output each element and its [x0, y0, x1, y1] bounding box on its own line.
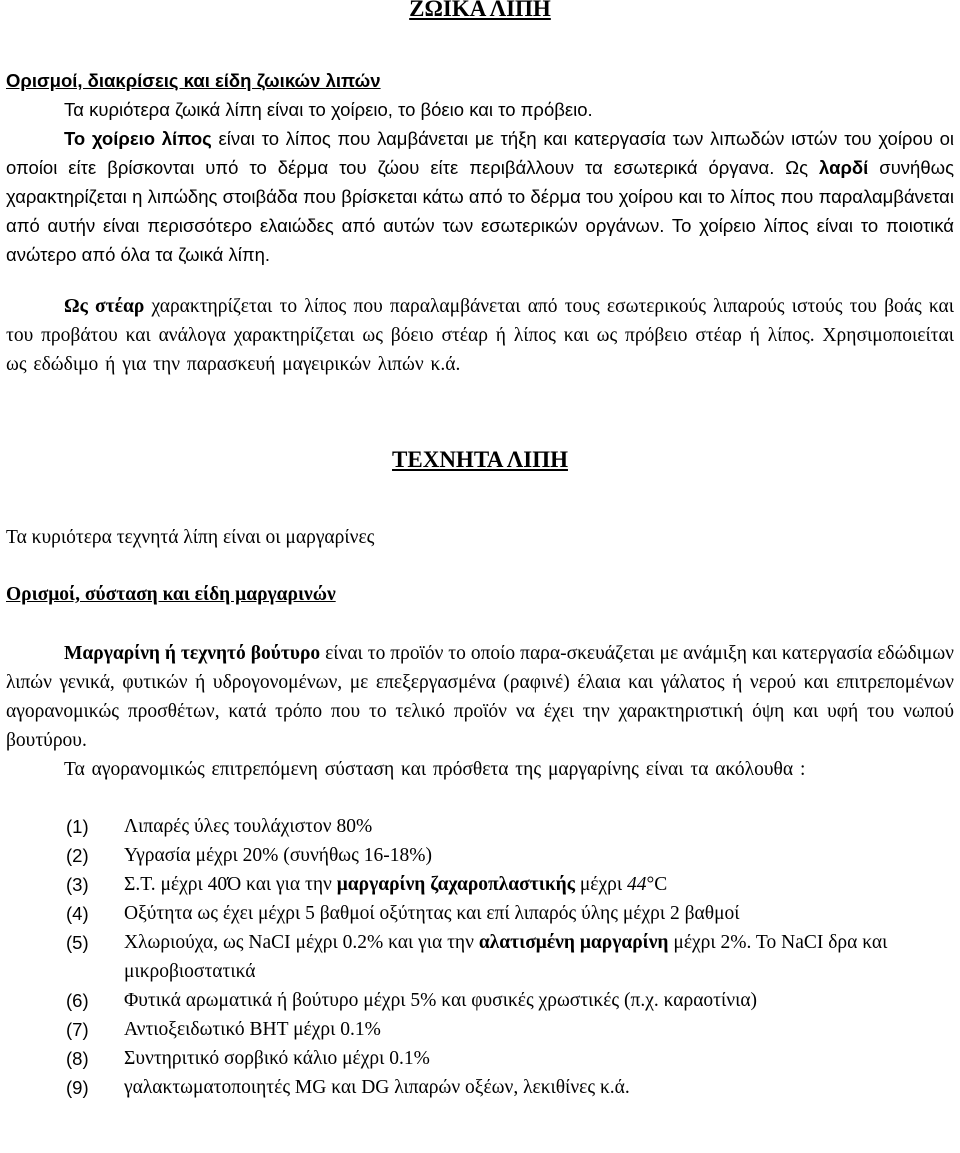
list-item: [66, 812, 956, 841]
list-item-temperature: 44: [626, 874, 647, 895]
text-tallow: χαρακτηρίζεται το λίπος που παραλαμβάνεται από τους εσωτερικούς λιπαρούς ιστούς του βοάς και του προβάτου και ανάλογα χαρακτηρίζεται ως βόειο στέαρ ή λίπος και ως πρόβειο στέαρ ή λίπος. Χρησιμοποιείται ως εδώδιμο ή για την παρασκευή μαγειρικών λιπών κ.ά.: [6, 296, 954, 375]
list-item-number: (9): [66, 1077, 89, 1098]
term-pork-fat: Το χοίρειο λίπος: [64, 128, 212, 149]
list-item: [66, 1073, 956, 1102]
list-item-number: (7): [66, 1019, 89, 1040]
heading-animal-fats-definitions: Ορισμοί, διακρίσεις και είδη ζωικών λιπών: [6, 70, 381, 91]
list-item-text-b: μέχρι: [574, 874, 627, 895]
list-item-text: Λιπαρές ύλες τουλάχιστον 80%: [124, 816, 373, 837]
list-item-number: (3): [66, 874, 89, 895]
title-artificial-fats: ΤΕΧΝΗΤΑ ΛΙΠΗ: [392, 447, 568, 472]
list-item-number: (1): [66, 816, 89, 837]
list-item: [66, 899, 956, 928]
list-item: [66, 1044, 956, 1073]
paragraph-intro: Τα κυριότερα ζωικά λίπη είναι το χοίρειο, το βόειο και το πρόβειο.: [64, 99, 593, 120]
text-pork-fat-a: είναι το λίπος που λαμβάνεται με τήξη και κατεργασία των λιπωδών ιστών του χοίρου οι οποίοι είτε βρίσκονται υπό το δέρμα του ζώου είτε περιβάλλουν τα εσωτερικά όργανα. Ως: [6, 128, 954, 178]
list-item-text-b: μέχρι 2%. Το NaCI δρα και μικροβιοστατικά: [124, 932, 888, 982]
paragraph-pork-fat: [6, 124, 954, 269]
term-lard: λαρδί: [819, 157, 869, 178]
list-item-text: [124, 928, 956, 986]
list-item-text: Οξύτητα ως έχει μέχρι 5 βαθμοί οξύτητας και επί λιπαρός ύλης μέχρι 2 βαθμοί: [124, 903, 740, 924]
title-animal-fats: ΖΩΙΚΑ ΛΙΠΗ: [409, 0, 551, 21]
heading-margarine-definitions: [6, 580, 954, 609]
degree-symbol: °: [646, 874, 655, 895]
section-animal-fats: [6, 66, 954, 269]
list-item: [66, 928, 956, 986]
composition-list: [66, 812, 956, 1102]
list-item: [66, 1015, 956, 1044]
paragraph-margarine-intro: Τα κυριότερα τεχνητά λίπη είναι οι μαργαρίνες: [6, 527, 375, 548]
term-margarine: Μαργαρίνη ή τεχνητό βούτυρο: [64, 643, 321, 664]
list-item-number: (5): [66, 932, 89, 953]
list-item-number: (6): [66, 990, 89, 1011]
paragraph-composition-intro: Τα αγορανομικώς επιτρεπόμενη σύσταση και πρόσθετα της μαργαρίνης είναι τα ακόλουθα :: [64, 759, 806, 780]
term-pastry-margarine: μαργαρίνη ζαχαροπλαστικής: [336, 874, 575, 895]
list-item-unit: C: [654, 874, 668, 895]
term-salted-margarine: αλατισμένη μαργαρίνη: [478, 932, 669, 953]
paragraph-tallow: [6, 292, 954, 379]
heading-margarine-text: Ορισμοί, σύσταση και είδη μαργαρινών: [6, 584, 336, 605]
text-pork-fat-b: συνήθως χαρακτηρίζεται η λιπώδης στοιβάδα που βρίσκεται κάτω από το δέρμα του χοίρου και το λίπος που παραλαμβάνεται από αυτήν είναι περισσότερο ελαιώδες από αυτών των εσωτερικών οργάνων. Το χοίρειο λίπος είναι το ποιοτικά ανώτερο από όλα τα ζωικά λίπη.: [6, 157, 954, 265]
list-item-text: [124, 870, 956, 899]
list-item-text: Συντηριτικό σορβικό κάλιο μέχρι 0.1%: [124, 1048, 430, 1069]
list-item-text-a: Σ.Τ. μέχρι 40Ό και για την: [124, 874, 337, 895]
list-item-number: (2): [66, 845, 89, 866]
list-item-text: γαλακτωματοποιητές MG και DG λιπαρών οξέων, λεκιθίνες κ.ά.: [124, 1077, 630, 1098]
term-tallow: Ως στέαρ: [64, 296, 145, 317]
list-item-number: (8): [66, 1048, 89, 1069]
list-item-number: (4): [66, 903, 89, 924]
paragraph-margarine-definition: [6, 639, 954, 784]
list-item: [66, 986, 956, 1015]
list-item-text: Υγρασία μέχρι 20% (συνήθως 16-18%): [124, 845, 432, 866]
text-margarine-definition: είναι το προϊόν το οποίο παρα-σκευάζεται με ανάμιξη και κατεργασία εδώδιμων λιπών γενικά, φυτικών ή υδρογονομένων, με επεξεργασμένα (ραφινέ) έλαια και γάλατος ή νερού και επιτρεπομένων αγορανομικώς προσθέτων, κατά τρόπο που το τελικό προϊόν να έχει την χαρακτηριστική όψη και υφή του νωπού βουτύρου.: [6, 643, 954, 751]
list-item-text: Φυτικά αρωματικά ή βούτυρο μέχρι 5% και φυσικές χρωστικές (π.χ. καραοτίνια): [124, 990, 758, 1011]
list-item: [66, 841, 956, 870]
list-item: [66, 870, 956, 899]
list-item-text: Αντιοξειδωτικό ΒΗΤ μέχρι 0.1%: [124, 1019, 381, 1040]
list-item-text-a: Χλωριούχα, ως NaCI μέχρι 0.2% και για την: [124, 932, 479, 953]
